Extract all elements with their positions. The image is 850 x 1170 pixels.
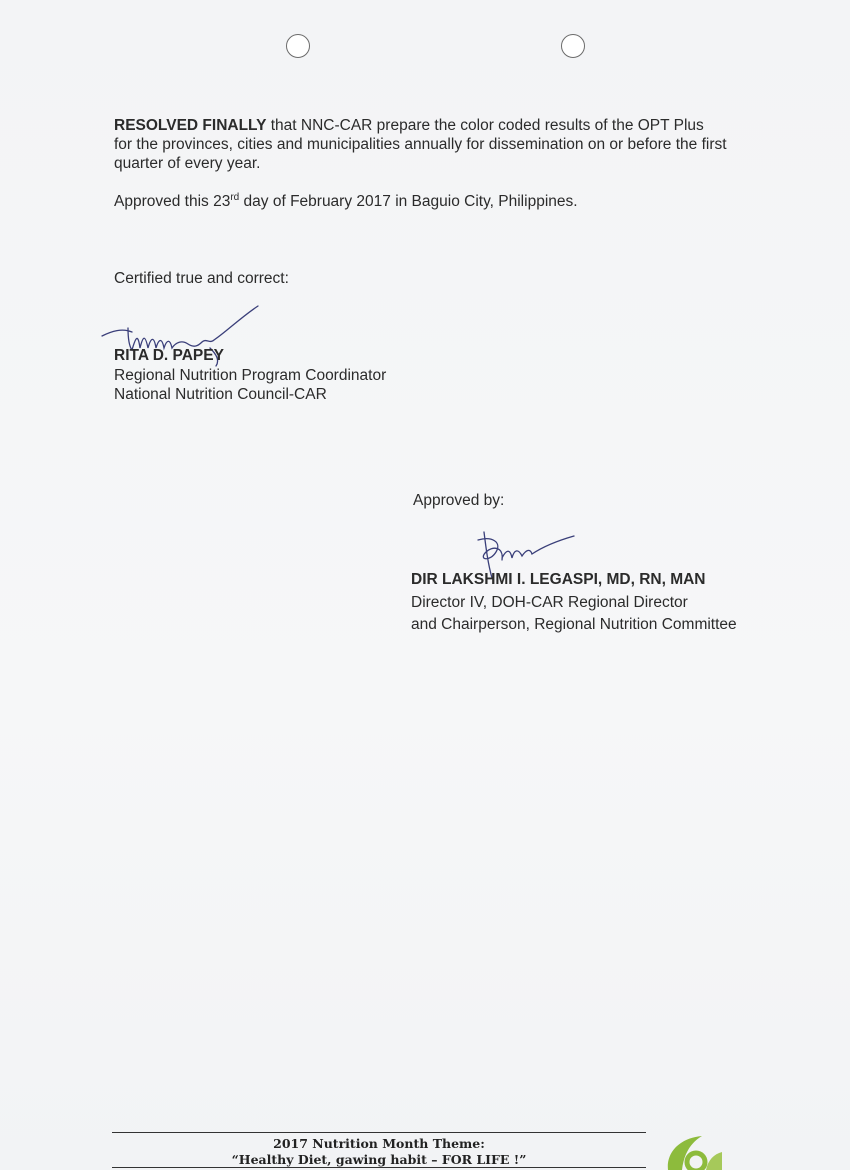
punch-hole-right [561, 34, 585, 58]
approval-ordinal: rd [230, 192, 240, 203]
approval-suffix: day of February 2017 in Baguio City, Philippines. [239, 193, 578, 210]
approver-title-1: Director IV, DOH-CAR Regional Director [411, 594, 688, 611]
approver-name: DIR LAKSHMI I. LEGASPI, MD, RN, MAN [411, 571, 706, 588]
approval-prefix: Approved this 23 [114, 193, 231, 210]
leaf-logo-icon [662, 1132, 722, 1170]
certifier-title-1: Regional Nutrition Program Coordinator [114, 367, 387, 384]
leaf-ring [687, 1153, 705, 1170]
resolution-lead: RESOLVED FINALLY [114, 117, 267, 134]
resolution-line-3: quarter of every year. [114, 155, 261, 172]
punch-hole-left [286, 34, 310, 58]
resolution-line-1-text: that NNC-CAR prepare the color coded results of the OPT Plus [266, 117, 704, 134]
approval-statement [114, 192, 578, 211]
certifier-title-2: National Nutrition Council-CAR [114, 386, 327, 403]
footer-theme: “Healthy Diet, gawing habit – FOR LIFE !” [231, 1152, 527, 1167]
approved-by-label: Approved by: [413, 492, 505, 509]
resolution-line-2: for the provinces, cities and municipalities annually for dissemination on or before the first [114, 136, 727, 153]
footer-rule-top [112, 1132, 646, 1133]
footer-theme-label: 2017 Nutrition Month Theme: [273, 1136, 485, 1151]
certified-label: Certified true and correct: [114, 270, 289, 287]
resolution-line-1 [114, 116, 704, 135]
approver-title-2: and Chairperson, Regional Nutrition Committee [411, 616, 737, 633]
certifier-name: RITA D. PAPEY [114, 347, 224, 364]
footer-rule-bottom [112, 1167, 646, 1168]
leaf-shape-2 [706, 1152, 722, 1170]
